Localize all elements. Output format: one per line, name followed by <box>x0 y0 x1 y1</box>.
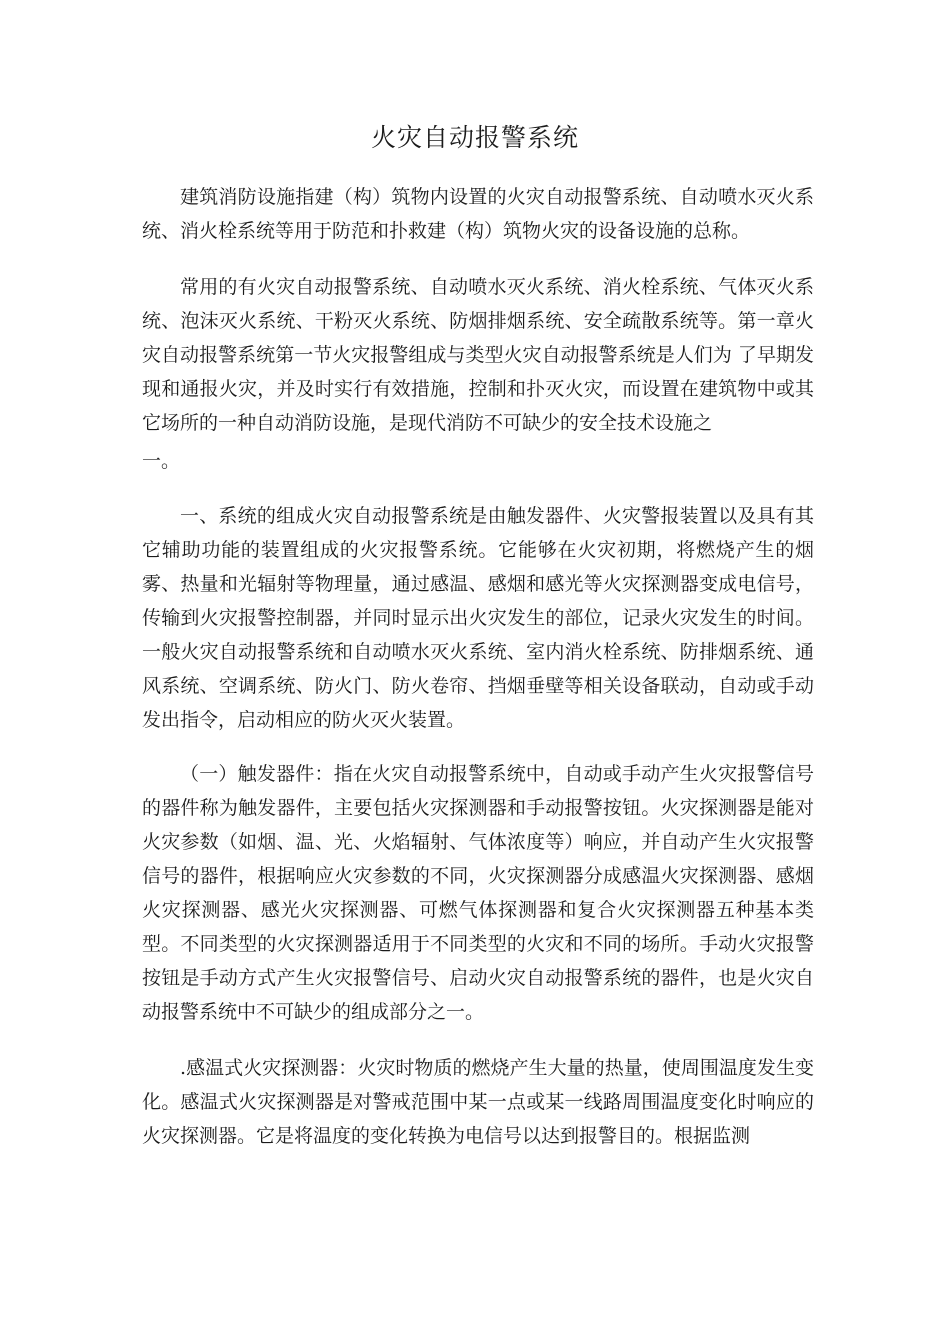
paragraph-common-systems-end: 一。 <box>142 450 181 472</box>
paragraph-common-systems: 常用的有火灾自动报警系统、自动喷水灭火系统、消火栓系统、气体灭火系统、泡沫灭火系统、干粉灭火系统、防烟排烟系统、安全疏散系统等。第一章火灾自动报警系统第一节火灾报警组成与类型火灾自动报警系统是人们为 了早期发现和通报火灾，并及时实行有效措施，控制和扑灭火灾，而设置在建筑物中或其它场所的一种自动消防设施，是现代消防不可缺少的安全技术设施之 <box>142 276 814 434</box>
document-body <box>142 180 814 1153</box>
document-title: 火灾自动报警系统 <box>370 123 579 152</box>
paragraph-system-composition: 一、系统的组成火灾自动报警系统是由触发器件、火灾警报装置以及具有其它辅助功能的装置组成的火灾报警系统。它能够在火灾初期，将燃烧产生的烟雾、热量和光辐射等物理量，通过感温、感烟和感光等火灾探测器变成电信号， 传输到火灾报警控制器，并同时显示出火灾发生的部位，记录火灾发生的时间。 一般火灾自动报警系统和自动喷水灭火系统、室内消火栓系统、防排烟系统、通 风系统、空调系统、防火门、防火卷帘、挡烟垂壁等相关设备联动，自动或手动 发出指令，启动相应的防火灭火装置。 <box>142 505 814 731</box>
paragraph-heat-detector: .感温式火灾探测器：火灾时物质的燃烧产生大量的热量，使周围温度发生变化。感温式火灾探测器是对警戒范围中某一点或某一线路周围温度变化时响应的火灾探测器。它是将温度的变化转换为电信号以达到报警目的。根据监测 <box>142 1057 814 1147</box>
paragraph-building-fire-facilities: 建筑消防设施指建（构）筑物内设置的火灾自动报警系统、自动喷水灭火系统、消火栓系统等用于防范和扑救建（构）筑物火灾的设备设施的总称。 <box>142 186 814 242</box>
paragraph-trigger-devices: （一）触发器件：指在火灾自动报警系统中，自动或手动产生火灾报警信号的器件称为触发器件，主要包括火灾探测器和手动报警按钮。火灾探测器是能对火灾参数（如烟、温、光、火焰辐射、气体浓度等）响应，并自动产生火灾报警信号的器件，根据响应火灾参数的不同，火灾探测器分成感温火灾探测器、感烟火灾探测器、感光火灾探测器、可燃气体探测器和复合火灾探测器五种基本类型。不同类型的火灾探测器适用于不同类型的火灾和不同的场所。手动火灾报警按钮是手动方式产生火灾报警信号、启动火灾自动报警系统的器件，也是火灾自动报警系统中不可缺少的组成部分之一。 <box>142 763 814 1023</box>
